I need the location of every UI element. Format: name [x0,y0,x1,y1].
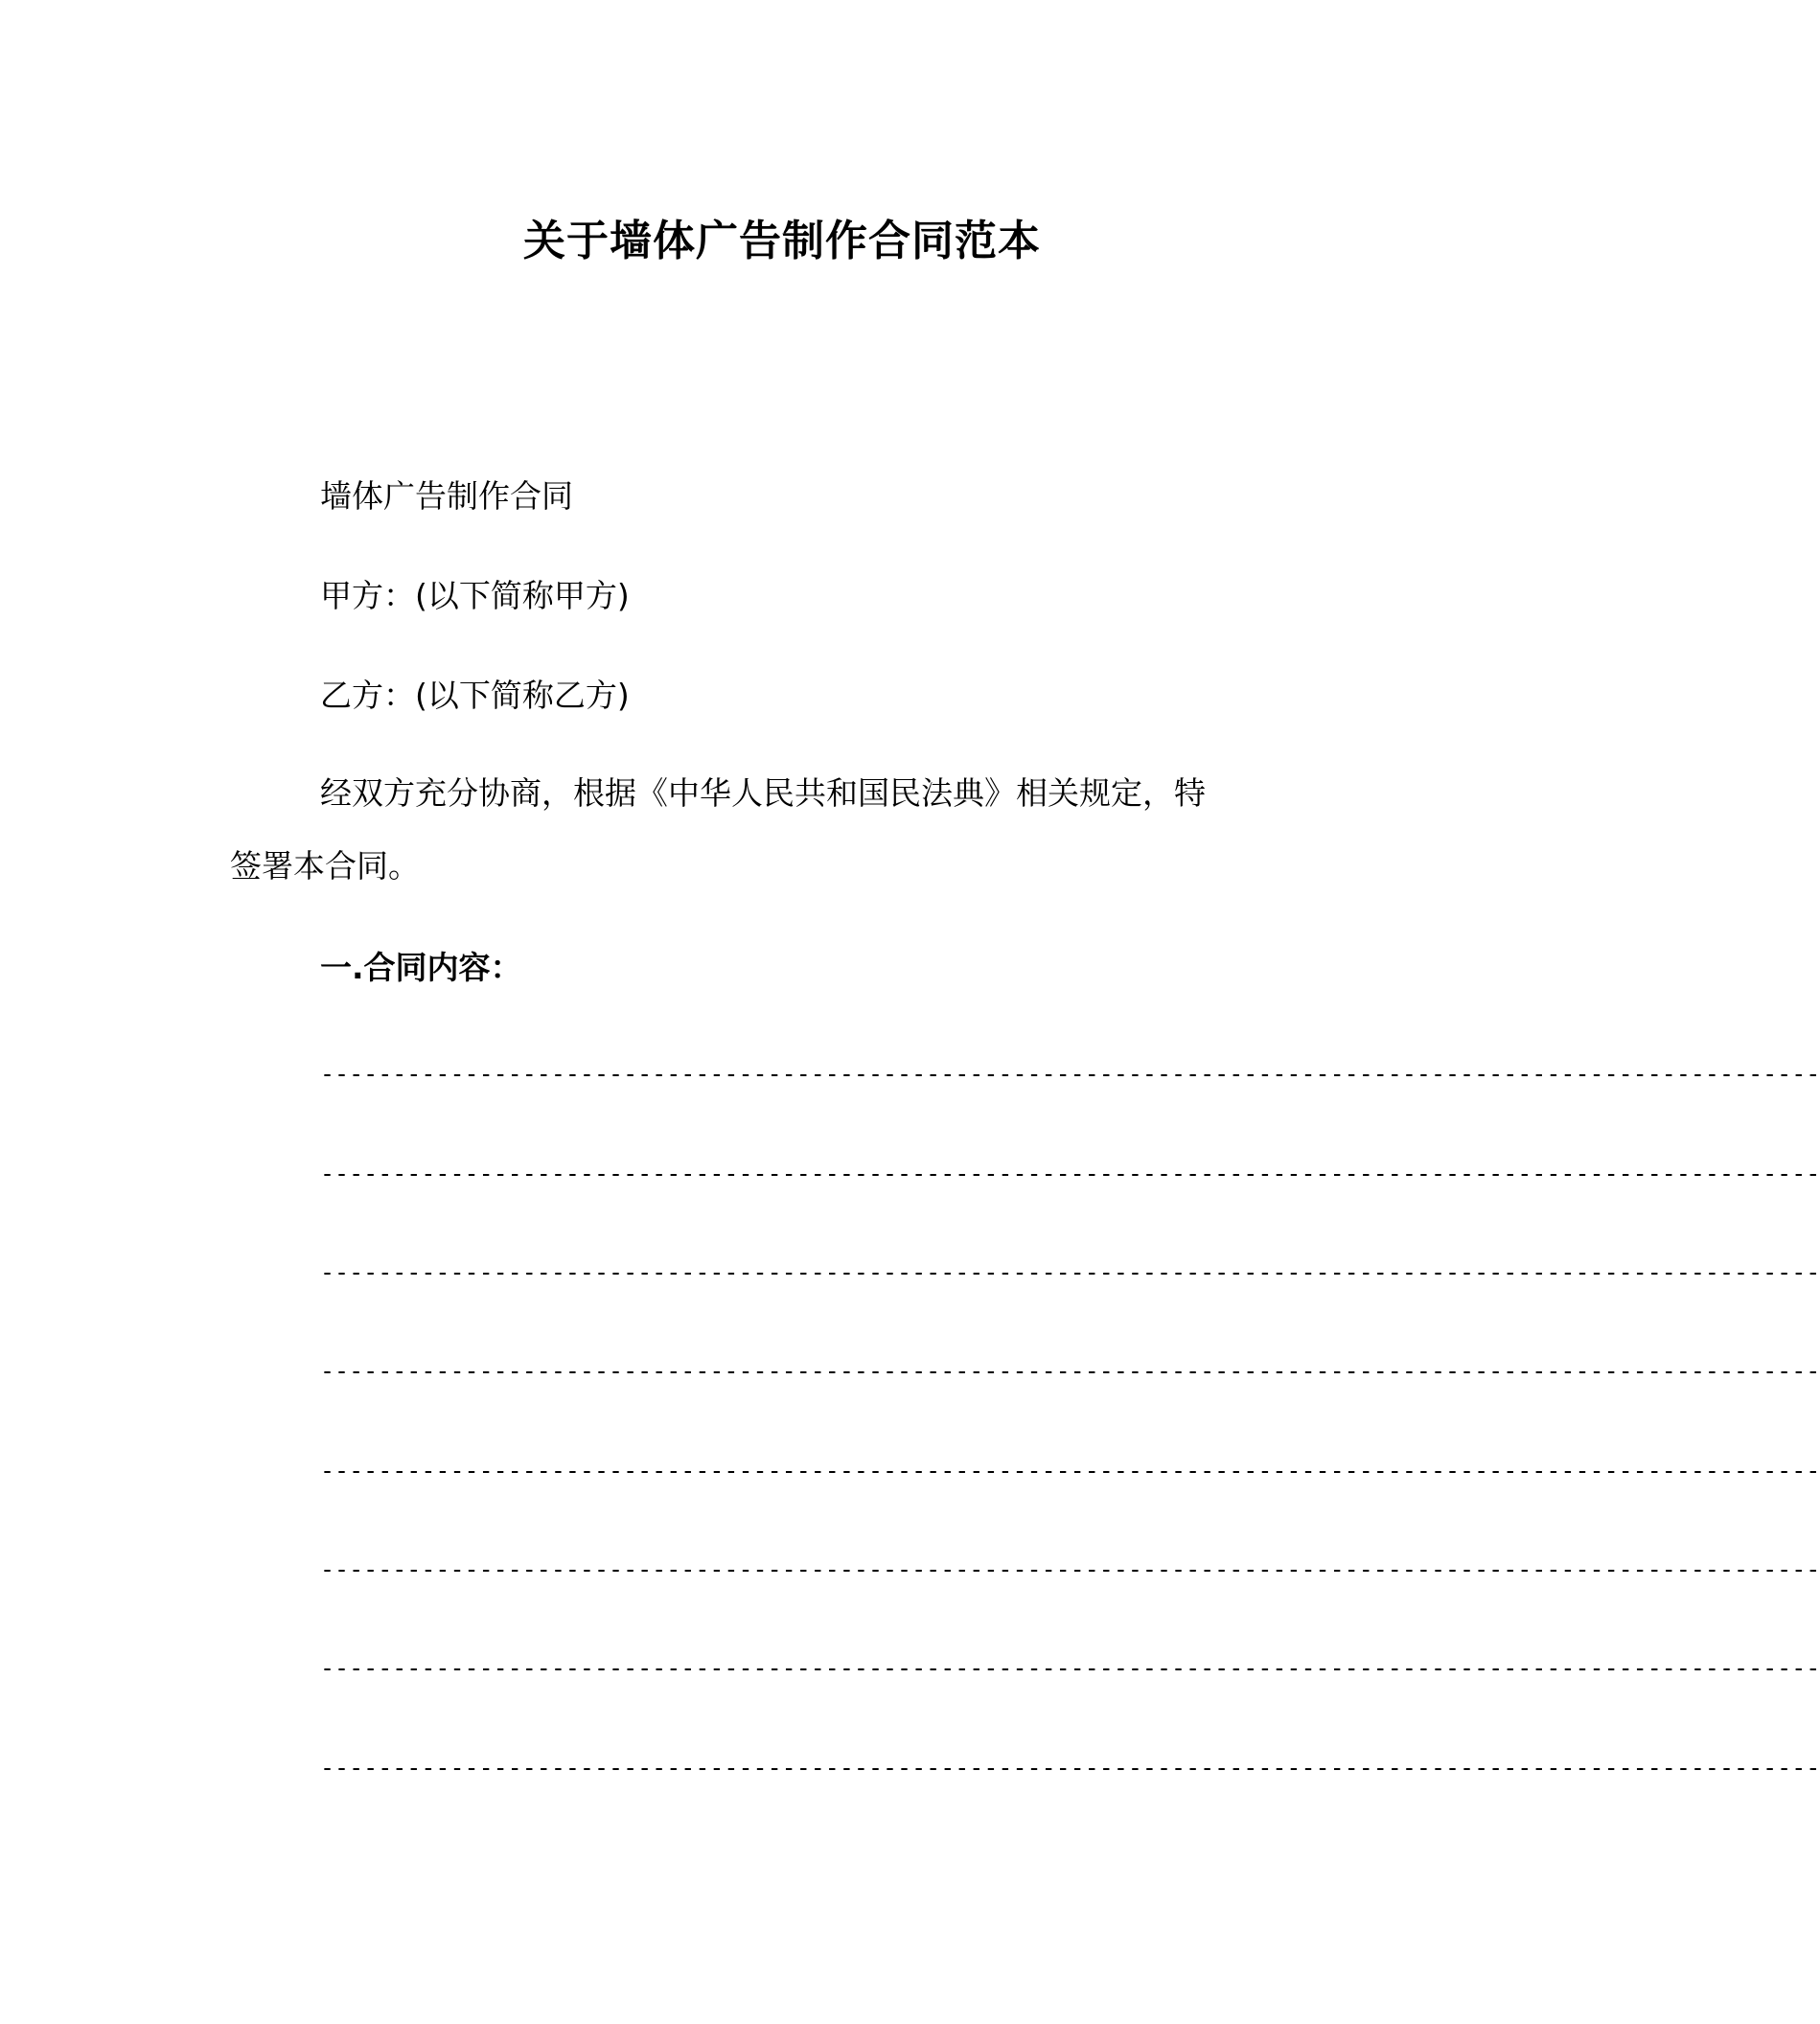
contract-heading: 墙体广告制作合同 [320,477,573,515]
document-title: 关于墙体广告制作合同范本 [523,217,1041,265]
blank-fill-line: -------------------------------------------------------------------------------------------------------- [320,1060,1820,1088]
preamble-line-1: 经双方充分协商，根据《中华人民共和国民法典》相关规定，特 [320,774,1206,812]
blank-fill-line: -------------------------------------------------------------------------------------------------------- [320,1754,1820,1782]
blank-fill-line: -------------------------------------------------------------------------------------------------------- [320,1654,1820,1682]
section-1-title: 一.合同内容： [320,949,522,986]
blank-fill-line: -------------------------------------------------------------------------------------------------------- [320,1555,1820,1583]
blank-fill-line: -------------------------------------------------------------------------------------------------------- [320,1258,1820,1286]
preamble-line-2: 签署本合同。 [230,847,420,885]
blank-fill-line: -------------------------------------------------------------------------------------------------------- [320,1457,1820,1484]
party-a-line: 甲方：(以下简称甲方) [320,577,630,614]
blank-fill-line: -------------------------------------------------------------------------------------------------------- [320,1160,1820,1187]
blank-fill-line: -------------------------------------------------------------------------------------------------------- [320,1357,1820,1385]
party-b-line: 乙方：(以下简称乙方) [320,677,630,714]
